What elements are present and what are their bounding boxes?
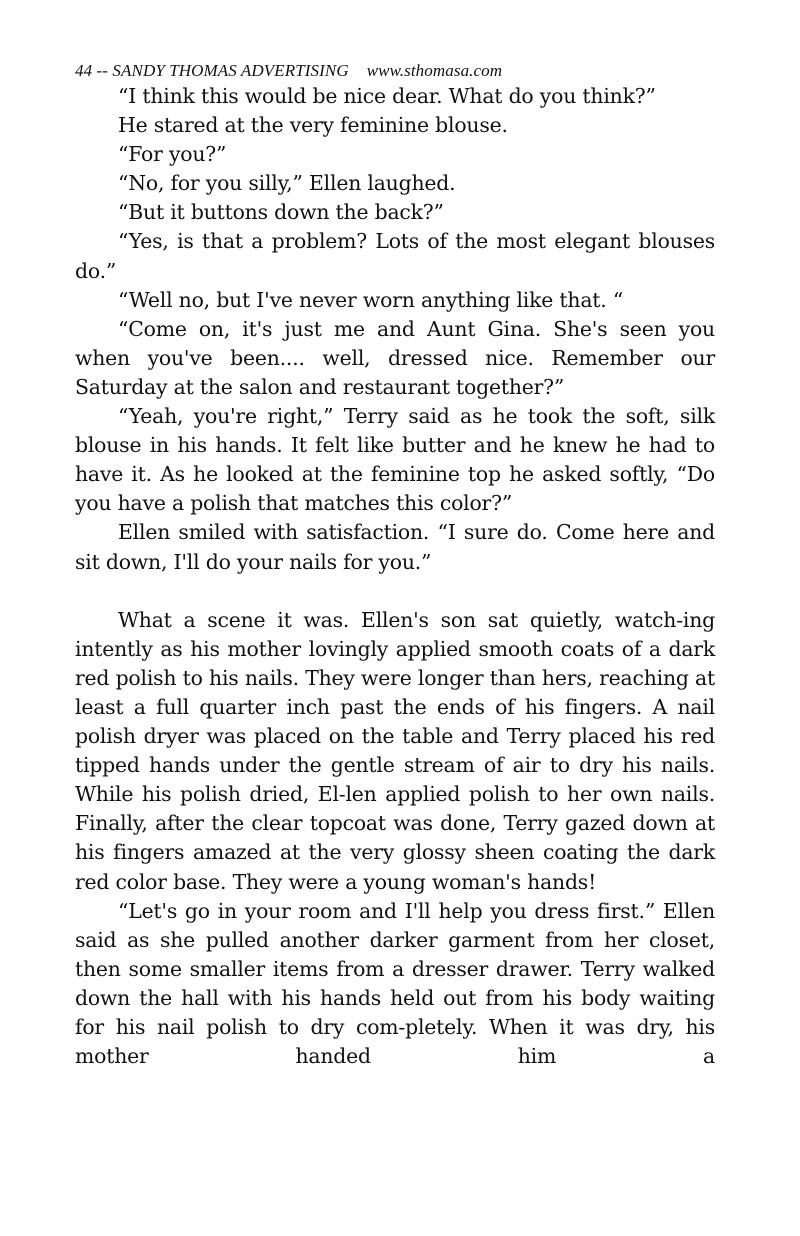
paragraph: “Well no, but I've never worn anything like that. “ [118,287,624,312]
paragraph: “But it buttons down the back?” [118,200,444,225]
running-head-title: 44 -- SANDY THOMAS ADVERTISING [75,61,349,80]
section-break [75,577,715,606]
book-page [75,60,715,1071]
paragraph: “Let's go in your room and I'll help you dress first.” Ellen said as she pulled another darker garment from her closet, then some smaller items from a dresser drawer. Terry walked down the hall with his hands held out from his body waiting for his nail polish to dry com-pletely. When it was dry, his mother handed him a [75,898,715,1069]
paragraph: What a scene it was. Ellen's son sat quietly, watch-ing intently as his mother lovingly applied smooth coats of a dark red polish to his nails. They were longer than hers, reaching at least a full quarter inch past the ends of his fingers. A nail polish dryer was placed on the table and Terry placed his red tipped hands under the gentle stream of air to dry his nails. While his polish dried, El-len applied polish to her own nails. Finally, after the clear topcoat was done, Terry gazed down at his fingers amazed at the very glossy sheen coating the dark red color base. They were a young woman's hands! [75,607,715,894]
body-text [75,82,715,1071]
paragraph: He stared at the very feminine blouse. [118,113,508,138]
paragraph: Ellen smiled with satisfaction. “I sure do. Come here and sit down, I'll do your nails for you.” [75,520,715,574]
running-header [75,60,715,82]
paragraph: “Come on, it's just me and Aunt Gina. She's seen you when you've been.... well, dressed nice. Remember our Saturday at the salon and restaurant together?” [75,316,715,399]
paragraph: “No, for you silly,” Ellen laughed. [118,171,456,196]
running-head-url: www.sthomasa.com [366,61,503,80]
paragraph: “For you?” [118,142,227,167]
paragraph: “Yeah, you're right,” Terry said as he took the soft, silk blouse in his hands. It felt like butter and he knew he had to have it. As he looked at the feminine top he asked softly, “Do you have a polish that matches this color?” [75,404,715,516]
paragraph: “I think this would be nice dear. What do you think?” [118,84,656,108]
paragraph: “Yes, is that a problem? Lots of the most elegant blouses do.” [75,229,715,283]
